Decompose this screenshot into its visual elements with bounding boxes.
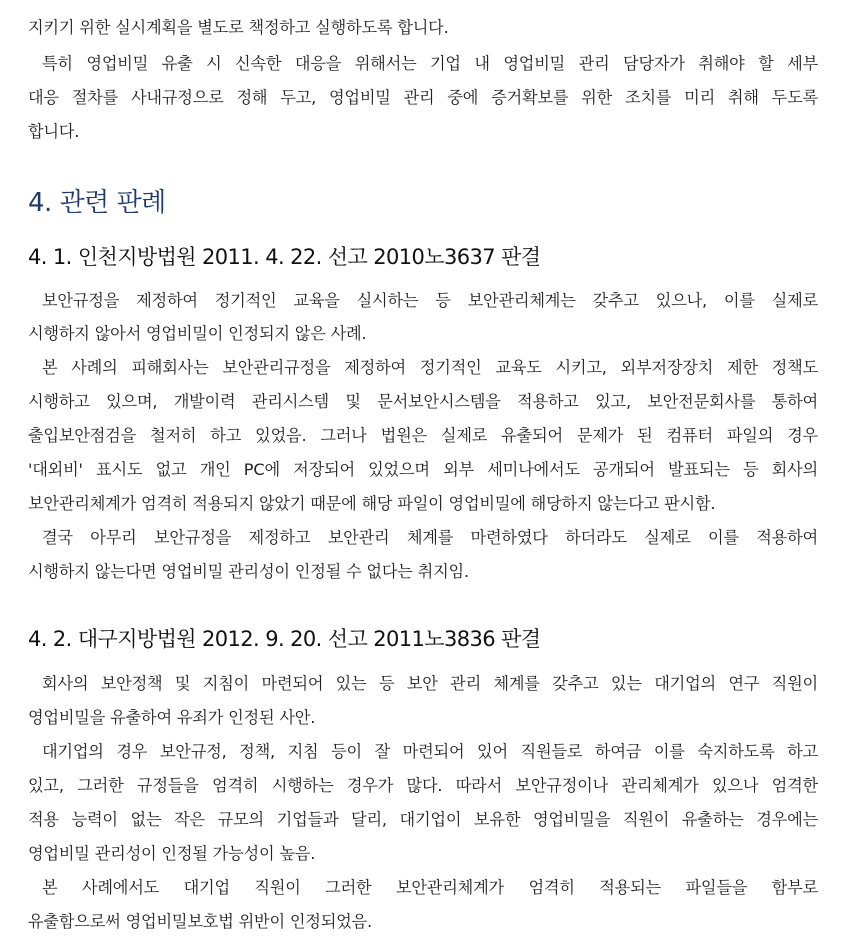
case1-line-8: 결국 아무리 보안규정을 제정하고 보안관리 체계를 마련하였다 하더라도 실제로 이를 적용하여 [42, 528, 818, 547]
intro-line-1: 지키기 위한 실시계획을 별도로 책정하고 실행하도록 합니다. [28, 18, 449, 37]
case2-heading: 4. 2. 대구지방법원 2012. 9. 20. 선고 2011노3836 판결 [28, 627, 541, 651]
intro-line-2: 특히 영업비밀 유출 시 신속한 대응을 위해서는 기업 내 영업비밀 관리 담당자가 취해야 할 세부 [42, 54, 818, 73]
case2-line-7: 본 사례에서도 대기업 직원이 그러한 보안관리체계가 엄격히 적용되는 파일들을 함부로 [42, 878, 818, 897]
case1-heading: 4. 1. 인천지방법원 2011. 4. 22. 선고 2010노3637 판결 [28, 245, 541, 269]
case2-line-8: 유출함으로써 영업비밀보호법 위반이 인정되었음. [28, 912, 372, 931]
case1-line-7: 보안관리체계가 엄격히 적용되지 않았기 때문에 해당 파일이 영업비밀에 해당하지 않는다고 판시함. [28, 494, 716, 513]
case1-line-6: '대외비' 표시도 없고 개인 PC에 저장되어 있었으며 외부 세미나에서도 공개되어 발표되는 등 회사의 [28, 460, 818, 479]
case1-line-2: 시행하지 않아서 영업비밀이 인정되지 않은 사례. [28, 324, 367, 343]
case2-line-1: 회사의 보안정책 및 지침이 마련되어 있는 등 보안 관리 체계를 갖추고 있는 대기업의 연구 직원이 [42, 674, 818, 693]
case1-line-4: 시행하고 있으며, 개발이력 관리시스템 및 문서보안시스템을 적용하고 있고, 보안전문회사를 통하여 [28, 392, 818, 411]
case2-line-4: 있고, 그러한 규정들을 엄격히 시행하는 경우가 많다. 따라서 보안규정이나 관리체계가 있으나 엄격한 [28, 776, 818, 795]
intro-line-4: 합니다. [28, 122, 80, 141]
case2-line-6: 영업비밀 관리성이 인정될 가능성이 높음. [28, 844, 316, 863]
case1-line-3: 본 사례의 피해회사는 보안관리규정을 제정하여 정기적인 교육도 시키고, 외부저장장치 제한 정책도 [42, 358, 818, 377]
section-heading: 4. 관련 판례 [28, 188, 166, 218]
intro-line-3: 대응 절차를 사내규정으로 정해 두고, 영업비밀 관리 중에 증거확보를 위한 조치를 미리 취해 두도록 [28, 88, 818, 107]
case1-line-1: 보안규정을 제정하여 정기적인 교육을 실시하는 등 보안관리체계는 갖추고 있으나, 이를 실제로 [42, 291, 818, 310]
case2-line-5: 적용 능력이 없는 작은 규모의 기업들과 달리, 대기업이 보유한 영업비밀을 직원이 유출하는 경우에는 [28, 810, 818, 829]
case1-line-9: 시행하지 않는다면 영업비밀 관리성이 인정될 수 없다는 취지임. [28, 562, 469, 581]
case2-line-3: 대기업의 경우 보안규정, 정책, 지침 등이 잘 마련되어 있어 직원들로 하여금 이를 숙지하도록 하고 [42, 742, 818, 761]
case2-line-2: 영업비밀을 유출하여 유죄가 인정된 사안. [28, 708, 316, 727]
case1-line-5: 출입보안점검을 철저히 하고 있었음. 그러나 법원은 실제로 유출되어 문제가 된 컴퓨터 파일의 경우 [28, 426, 818, 445]
